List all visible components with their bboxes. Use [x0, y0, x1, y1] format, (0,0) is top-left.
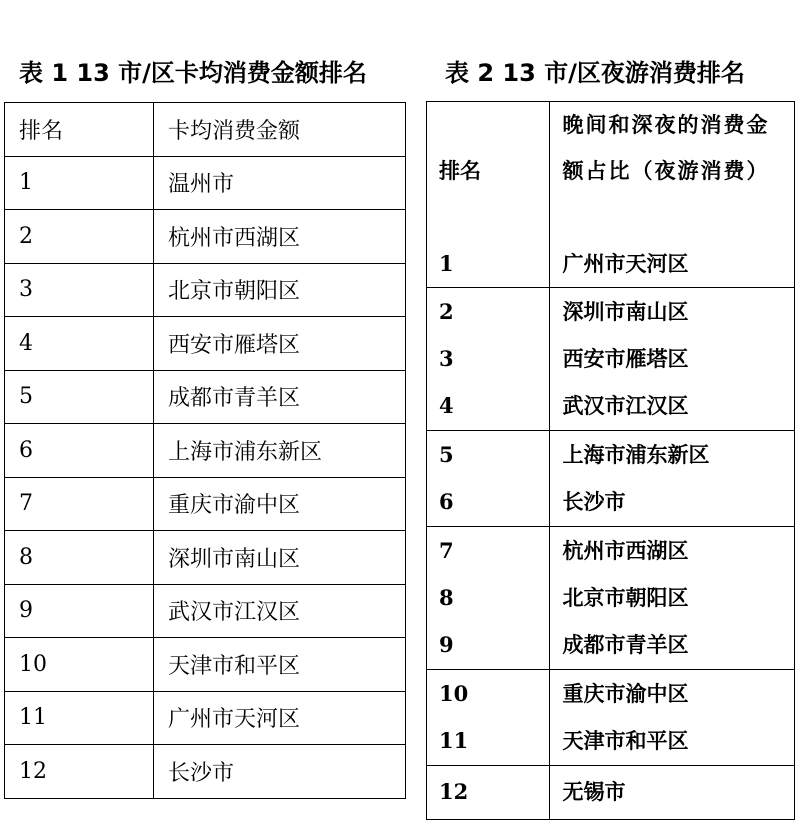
table-row: [5, 370, 406, 424]
rank-cell: 6: [439, 489, 454, 514]
rank-cell: 12: [439, 779, 469, 804]
table-row: [427, 670, 795, 766]
city-group: [550, 288, 795, 431]
night-spend-ranking-table: [426, 101, 795, 820]
city-cell: 深圳市南山区: [153, 531, 405, 585]
table-row: [5, 691, 406, 745]
rank-cell: 2: [439, 299, 454, 324]
table-row: [5, 745, 406, 799]
rank-cell: 11: [5, 691, 154, 745]
city-cell: 天津市和平区: [562, 728, 689, 753]
header-rank: 排名: [439, 158, 481, 183]
rank-group: [427, 288, 550, 431]
city-cell: 西安市雁塔区: [153, 317, 405, 371]
rank-cell: 9: [439, 632, 454, 657]
city-cell: 北京市朝阳区: [153, 263, 405, 317]
rank-cell: 12: [5, 745, 154, 799]
rank-cell: 1: [439, 251, 454, 276]
rank-cell: 9: [5, 584, 154, 638]
rank-group: [427, 766, 550, 820]
rank-cell: 5: [439, 442, 454, 467]
rank-group: [427, 670, 550, 766]
city-cell: 成都市青羊区: [562, 632, 689, 657]
table-header-row: [5, 103, 406, 157]
city-cell: 武汉市江汉区: [153, 584, 405, 638]
city-cell: 广州市天河区: [153, 691, 405, 745]
city-cell: 西安市雁塔区: [562, 346, 689, 371]
city-cell: 长沙市: [562, 489, 626, 514]
header-metric-cell: [550, 102, 795, 288]
rank-group: [427, 527, 550, 670]
rank-cell: 3: [5, 263, 154, 317]
rank-cell: 4: [439, 393, 454, 418]
city-cell: 长沙市: [153, 745, 405, 799]
rank-cell: 1: [5, 156, 154, 210]
table-row: [427, 527, 795, 670]
city-group: [550, 766, 795, 820]
table-row: [5, 531, 406, 585]
header-card-spend: 卡均消费金额: [153, 103, 405, 157]
rank-cell: 11: [439, 728, 469, 753]
rank-cell: 7: [5, 477, 154, 531]
city-cell: 广州市天河区: [562, 251, 689, 276]
city-cell: 天津市和平区: [153, 638, 405, 692]
table-row: [5, 263, 406, 317]
rank-cell: 3: [439, 346, 454, 371]
table-row: [427, 102, 795, 288]
rank-cell: 4: [5, 317, 154, 371]
table2-title: 表 2 13 市/区夜游消费排名: [445, 59, 745, 87]
table-row: [5, 584, 406, 638]
table-row: [5, 424, 406, 478]
card-spend-ranking-table: [4, 102, 406, 799]
city-cell: 杭州市西湖区: [562, 538, 689, 563]
city-group: [550, 431, 795, 527]
table-row: [5, 156, 406, 210]
rank-cell: 8: [5, 531, 154, 585]
city-group: [550, 527, 795, 670]
rank-cell: 6: [5, 424, 154, 478]
rank-cell: 2: [5, 210, 154, 264]
header-night-spend-share: 晚间和深夜的消费金额占比（夜游消费）: [562, 112, 770, 183]
city-cell: 上海市浦东新区: [562, 442, 710, 467]
city-cell: 杭州市西湖区: [153, 210, 405, 264]
header-rank-cell: [427, 102, 550, 288]
city-cell: 重庆市渝中区: [562, 681, 689, 706]
table-row: [427, 766, 795, 820]
city-cell: 重庆市渝中区: [153, 477, 405, 531]
rank-group: [427, 431, 550, 527]
city-cell: 无锡市: [562, 779, 626, 804]
rank-cell: 5: [5, 370, 154, 424]
city-cell: 温州市: [153, 156, 405, 210]
table-row: [5, 210, 406, 264]
city-cell: 武汉市江汉区: [562, 393, 689, 418]
table-row: [427, 288, 795, 431]
rank-cell: 7: [439, 538, 454, 563]
rank-cell: 10: [439, 681, 469, 706]
header-rank: 排名: [5, 103, 154, 157]
table-row: [5, 477, 406, 531]
rank-cell: 10: [5, 638, 154, 692]
table-row: [5, 638, 406, 692]
city-cell: 成都市青羊区: [153, 370, 405, 424]
rank-cell: 8: [439, 585, 454, 610]
table-row: [427, 431, 795, 527]
city-cell: 北京市朝阳区: [562, 585, 689, 610]
table1-title: 表 1 13 市/区卡均消费金额排名: [19, 59, 367, 87]
city-cell: 深圳市南山区: [562, 299, 689, 324]
city-cell: 上海市浦东新区: [153, 424, 405, 478]
city-group: [550, 670, 795, 766]
table-row: [5, 317, 406, 371]
